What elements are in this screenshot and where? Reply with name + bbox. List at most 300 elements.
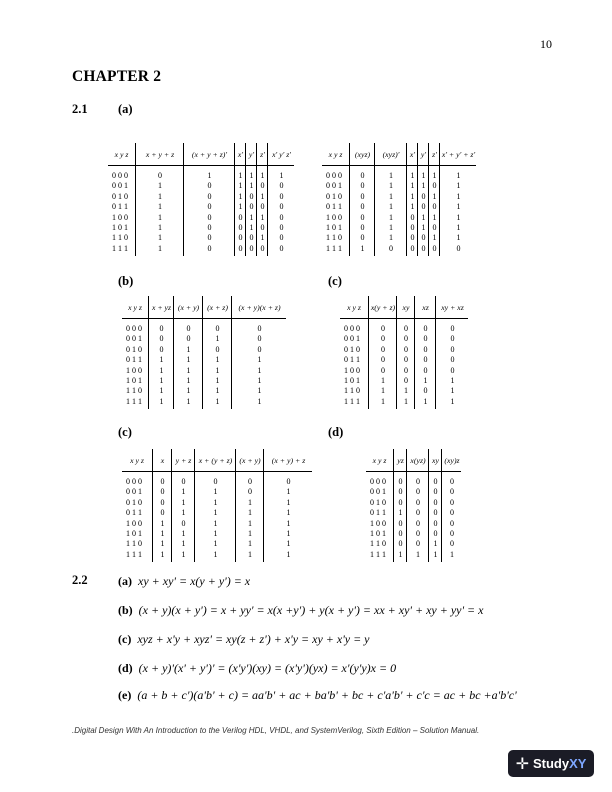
table-cell: 1 0 1 <box>326 223 342 232</box>
table-cell: 1 <box>398 508 403 518</box>
table-cell: 0 <box>423 334 428 344</box>
table-cell: 0 <box>389 243 393 253</box>
table-cell: 1 1 0 <box>126 539 142 549</box>
table-cell: 1 <box>181 487 186 497</box>
table-cell: 1 <box>213 549 218 559</box>
table-cell: 0 <box>410 223 415 232</box>
table-cell: 0 <box>416 487 420 497</box>
table-cell: 1 <box>159 376 164 385</box>
table-cell: 1 <box>421 223 426 232</box>
truth-table-b <box>122 296 286 409</box>
table-column <box>374 143 407 256</box>
table-cell: 0 1 1 <box>112 202 128 212</box>
table-column <box>194 449 236 562</box>
table-cell: 0 1 1 <box>326 202 342 212</box>
table-cell: 0 <box>260 202 265 212</box>
table-cell: 1 <box>389 223 393 232</box>
table-cell: 0 <box>416 508 420 518</box>
column-header: x(yz) <box>410 455 426 465</box>
equation-label: (b) <box>118 603 133 617</box>
table-cell: 1 <box>186 344 191 354</box>
table-cell: 0 <box>160 508 165 518</box>
table-cell: 1 <box>249 223 254 232</box>
table-cell: 1 0 1 <box>126 529 142 538</box>
table-cell: 1 <box>423 376 428 385</box>
column-header: x + y + z <box>145 149 175 159</box>
table-cell: 0 <box>260 243 265 253</box>
table-cell: 0 0 1 <box>326 181 342 191</box>
table-cell: 1 <box>159 355 164 365</box>
table-cell: 0 1 1 <box>370 508 386 518</box>
table-cell: 0 0 1 <box>126 487 142 497</box>
table-cell: 0 <box>257 324 262 333</box>
table-cell: 0 <box>360 233 365 243</box>
table-cell: 1 <box>421 212 426 222</box>
table-cell: 0 <box>381 324 385 333</box>
table-cell: 0 <box>421 233 426 243</box>
truth-table-c-lower <box>122 449 312 562</box>
table-column <box>108 143 135 256</box>
table-cell: 1 <box>398 549 403 559</box>
table-cell: 0 1 0 <box>112 191 128 201</box>
table-cell: 0 <box>398 529 403 538</box>
table-cell: 0 <box>398 477 403 486</box>
table-cell: 0 <box>249 233 254 243</box>
table-cell: 0 <box>207 191 212 201</box>
table-cell: 1 <box>213 529 218 538</box>
table-cell: 1 1 0 <box>126 386 142 396</box>
footer-citation: .Digital Design With An Introduction to the Verilog HDL, VHDL, and SystemVerilog, Sixth Edition – Solution Manual. <box>72 726 480 735</box>
table-cell: 0 <box>404 355 408 365</box>
table-cell: 1 <box>404 386 408 396</box>
table-cell: 0 1 0 <box>126 344 142 354</box>
table-cell: 0 <box>421 202 426 212</box>
table-cell: 0 <box>421 243 426 253</box>
table-column <box>202 296 232 409</box>
equation-label: (e) <box>118 688 132 702</box>
table-cell: 1 <box>181 549 186 559</box>
logo-suffix: XY <box>569 756 587 771</box>
table-cell: 1 <box>158 212 162 222</box>
table-cell: 0 <box>207 181 212 191</box>
table-cell: 1 <box>215 396 220 406</box>
table-cell: 1 <box>215 365 220 375</box>
table-cell: 1 <box>423 396 428 406</box>
table-cell: 0 <box>423 344 428 354</box>
table-cell: 1 <box>389 212 393 222</box>
table-cell: 0 <box>238 243 243 253</box>
table-cell: 1 <box>404 396 408 406</box>
table-cell: 0 <box>257 344 262 354</box>
table-column <box>439 143 477 256</box>
truth-table-d <box>366 449 461 562</box>
table-cell: 1 <box>159 365 164 375</box>
table-cell: 1 <box>238 202 243 212</box>
table-cell: 0 <box>238 233 243 243</box>
table-cell: 1 1 0 <box>370 539 386 549</box>
column-header: y' <box>248 149 255 159</box>
table-cell: 0 <box>416 497 420 507</box>
table-cell: 0 <box>186 324 191 333</box>
table-cell: 0 <box>416 518 420 528</box>
column-header: xz <box>422 302 429 312</box>
table-column <box>396 296 415 409</box>
table-cell: 1 0 1 <box>112 223 128 232</box>
table-cell: 0 <box>398 539 403 549</box>
table-column <box>414 296 436 409</box>
table-cell: 0 <box>423 365 428 375</box>
column-header: (x + y) + z <box>271 455 306 465</box>
table-cell: 1 <box>257 365 262 375</box>
table-cell: 1 <box>456 212 461 222</box>
equation-c: (c) xyz + x'y + xyz' = xy(z + z') + x'y = xy + x'y = y <box>118 632 370 646</box>
column-header: xy <box>432 455 439 465</box>
table-cell: 1 <box>456 171 461 180</box>
equation-label: (a) <box>118 574 132 588</box>
table-cell: 1 <box>433 539 438 549</box>
table-cell: 1 <box>432 212 437 222</box>
table-cell: 0 <box>279 243 284 253</box>
table-cell: 0 <box>279 202 284 212</box>
table-cell: 1 <box>213 539 218 549</box>
table-cell: 0 <box>215 324 220 333</box>
table-cell: 0 <box>433 477 438 486</box>
table-cell: 0 <box>450 529 454 538</box>
table-cell: 1 <box>410 202 415 212</box>
table-cell: 0 <box>410 243 415 253</box>
table-column <box>366 449 393 562</box>
table-column <box>231 296 287 409</box>
table-cell: 1 1 0 <box>326 233 342 243</box>
table-cell: 1 <box>248 549 252 559</box>
table-cell: 1 <box>159 396 164 406</box>
table-cell: 1 <box>238 171 243 180</box>
table-cell: 0 <box>433 497 438 507</box>
column-header: z' <box>432 149 437 159</box>
table-cell: 0 <box>416 529 420 538</box>
table-cell: 1 <box>160 549 165 559</box>
table-cell: 1 <box>249 171 254 180</box>
table-cell: 0 <box>248 487 252 497</box>
table-cell: 1 0 0 <box>112 212 128 222</box>
table-column <box>122 296 148 409</box>
table-column <box>393 449 407 562</box>
table-cell: 1 <box>456 202 461 212</box>
table-cell: 1 <box>456 191 461 201</box>
table-cell: 1 <box>381 386 385 396</box>
table-cell: 0 <box>207 202 212 212</box>
table-cell: 0 <box>398 487 403 497</box>
table-cell: 0 <box>360 171 365 180</box>
table-cell: 0 <box>450 477 454 486</box>
table-cell: 0 1 0 <box>126 497 142 507</box>
table-cell: 0 <box>158 171 162 180</box>
column-header: yz <box>397 455 404 465</box>
table-cell: 0 <box>279 233 284 243</box>
table-cell: 0 <box>398 497 403 507</box>
table-column <box>340 296 368 409</box>
studyxy-logo[interactable] <box>508 750 594 777</box>
table-cell: 1 <box>286 508 291 518</box>
table-cell: 1 <box>257 355 262 365</box>
table-cell: 0 0 0 <box>112 171 128 180</box>
table-cell: 1 <box>248 539 252 549</box>
table-cell: 1 <box>248 497 252 507</box>
table-cell: 1 <box>450 549 454 559</box>
table-cell: 1 <box>158 233 162 243</box>
table-cell: 0 <box>360 191 365 201</box>
column-header: x + yz <box>151 302 172 312</box>
table-cell: 1 <box>160 529 165 538</box>
table-cell: 1 <box>215 386 220 396</box>
table-cell: 0 <box>450 344 455 354</box>
table-cell: 1 <box>158 181 162 191</box>
table-cell: 1 <box>432 233 437 243</box>
table-cell: 0 <box>423 324 428 333</box>
table-cell: 0 0 1 <box>126 334 142 344</box>
table-cell: 1 <box>416 549 420 559</box>
table-cell: 0 <box>416 539 420 549</box>
column-header: (x + y) <box>177 302 200 312</box>
table-cell: 0 <box>450 355 455 365</box>
table-cell: 1 <box>257 376 262 385</box>
table-label-5: (c) <box>118 425 132 439</box>
column-header: x y z <box>130 455 144 465</box>
table-cell: 1 1 0 <box>344 386 360 396</box>
table-column <box>263 449 313 562</box>
table-cell: 1 <box>158 223 162 232</box>
table-cell: 0 0 0 <box>126 477 142 486</box>
table-cell: 0 <box>279 181 284 191</box>
table-cell: 1 <box>215 376 220 385</box>
table-cell: 1 <box>160 539 165 549</box>
table-cell: 1 <box>456 233 461 243</box>
table-cell: 0 1 1 <box>344 355 360 365</box>
table-cell: 1 <box>181 508 186 518</box>
table-cell: 1 <box>181 539 186 549</box>
table-cell: 0 1 1 <box>126 508 142 518</box>
column-header: x' <box>237 149 244 159</box>
table-cell: 1 <box>186 376 191 385</box>
table-cell: 1 <box>286 529 291 538</box>
table-cell: 1 <box>215 355 220 365</box>
table-cell: 0 <box>450 487 454 497</box>
table-cell: 0 0 1 <box>370 487 386 497</box>
table-cell: 1 0 0 <box>344 365 360 375</box>
table-cell: 1 <box>248 508 252 518</box>
table-cell: 1 <box>421 171 426 180</box>
table-cell: 1 <box>389 202 393 212</box>
equation-d: (d) (x + y)'(x' + y')' = (x'y')(xy) = (x'y')(yx) = x'(y'y)x = 0 <box>118 661 397 675</box>
table-cell: 0 <box>186 334 191 344</box>
table-column <box>148 296 174 409</box>
truth-table-a-right <box>322 143 476 256</box>
table-cell: 1 1 1 <box>344 396 360 406</box>
column-header: (xyz) <box>354 149 371 159</box>
table-cell: 0 <box>423 355 428 365</box>
column-header: x' y' z' <box>272 149 291 159</box>
column-header: (xy)z <box>444 455 460 465</box>
table-cell: 0 <box>181 477 186 486</box>
section-2-1-label: 2.1 <box>72 102 88 116</box>
table-cell: 0 <box>404 334 408 344</box>
table-cell: 1 0 0 <box>370 518 386 528</box>
plus-icon: ✛ <box>515 755 529 773</box>
table-cell: 1 <box>186 396 191 406</box>
table-cell: 1 <box>286 518 291 528</box>
table-cell: 0 1 0 <box>344 344 360 354</box>
table-column <box>406 449 429 562</box>
column-header: z' <box>260 149 265 159</box>
table-cell: 0 <box>248 477 252 486</box>
table-cell: 1 <box>160 518 165 528</box>
table-column <box>122 449 152 562</box>
table-cell: 0 <box>433 529 438 538</box>
table-cell: 0 <box>381 334 385 344</box>
table-cell: 1 <box>450 396 455 406</box>
table-cell: 1 <box>207 171 212 180</box>
table-cell: 0 <box>423 386 428 396</box>
table-cell: 0 <box>450 324 455 333</box>
table-cell: 1 <box>286 487 291 497</box>
table-cell: 1 0 1 <box>370 529 386 538</box>
table-cell: 0 <box>181 518 186 528</box>
table-cell: 0 <box>404 365 408 375</box>
table-cell: 1 <box>381 376 385 385</box>
table-cell: 1 0 1 <box>344 376 360 385</box>
column-header: x' + y' + z' <box>441 149 476 159</box>
table-cell: 1 0 1 <box>126 376 142 385</box>
table-cell: 1 <box>181 529 186 538</box>
table-cell: 0 <box>421 191 426 201</box>
table-cell: 0 <box>360 223 365 232</box>
table-cell: 1 <box>158 191 162 201</box>
table-column <box>349 143 375 256</box>
column-header: (x + z) <box>207 302 228 312</box>
table-cell: 1 <box>286 539 291 549</box>
table-cell: 1 <box>158 202 162 212</box>
table-cell: 0 <box>381 365 385 375</box>
table-cell: 0 <box>160 487 165 497</box>
table-cell: 1 <box>186 365 191 375</box>
table-cell: 1 <box>432 171 437 180</box>
table-cell: 0 <box>416 477 420 486</box>
table-cell: 0 <box>450 508 454 518</box>
column-header: x y z <box>128 302 142 312</box>
table-cell: 1 <box>389 191 393 201</box>
table-cell: 0 0 0 <box>370 477 386 486</box>
table-cell: 1 <box>421 181 426 191</box>
table-cell: 1 <box>213 508 218 518</box>
table-cell: 0 0 1 <box>344 334 360 344</box>
table-cell: 0 <box>410 212 415 222</box>
table-cell: 1 <box>456 181 461 191</box>
table-cell: 0 <box>249 191 254 201</box>
table-label-4: (c) <box>328 274 342 288</box>
table-cell: 0 <box>159 324 164 333</box>
table-cell: 1 <box>260 212 265 222</box>
table-cell: 1 <box>186 386 191 396</box>
table-cell: 0 <box>160 477 165 486</box>
table-cell: 0 <box>450 518 454 528</box>
column-header: x y z <box>328 149 343 159</box>
table-column <box>322 143 349 256</box>
table-label-3: (b) <box>118 274 134 288</box>
table-column <box>171 449 195 562</box>
table-cell: 1 <box>213 487 218 497</box>
table-cell: 0 <box>432 202 437 212</box>
table-cell: 0 <box>257 334 262 344</box>
table-cell: 0 <box>207 212 212 222</box>
column-header: y + z <box>175 455 192 465</box>
table-cell: 0 <box>404 344 408 354</box>
table-cell: 0 <box>381 344 385 354</box>
table-column <box>173 296 203 409</box>
column-header: x' <box>409 149 416 159</box>
column-header: (xyz)' <box>382 149 400 159</box>
table-cell: 0 <box>279 191 284 201</box>
equation-b: (b) (x + y)(x + y') = x + yy' = x(x +y') + y(x + y') = xx + xy' + xy + yy' = x <box>118 603 484 617</box>
table-cell: 1 <box>257 396 262 406</box>
table-cell: 1 1 1 <box>112 243 128 253</box>
table-cell: 0 <box>450 365 455 375</box>
table-cell: 1 1 1 <box>126 396 142 406</box>
table-cell: 1 <box>260 171 265 180</box>
table-cell: 0 <box>260 181 265 191</box>
truth-table-a-left <box>108 143 294 256</box>
column-header: x(y + z) <box>370 302 396 312</box>
table-cell: 0 <box>450 539 454 549</box>
column-header: x <box>160 455 165 465</box>
table-cell: 1 <box>158 243 162 253</box>
table-cell: 0 <box>410 233 415 243</box>
page-number: 10 <box>540 37 552 51</box>
chapter-heading: CHAPTER 2 <box>72 68 162 85</box>
table-cell: 0 <box>207 223 212 232</box>
equation-e: (e) (a + b + c')(a'b' + c) = aa'b' + ac + ba'b' + bc + c'a'b' + c'c = ac + bc +a'b'c' <box>118 688 517 702</box>
table-cell: 0 <box>450 497 454 507</box>
table-column <box>441 449 462 562</box>
table-cell: 1 1 1 <box>126 549 142 559</box>
table-cell: 1 <box>279 171 284 180</box>
table-cell: 1 <box>381 396 385 406</box>
table-cell: 0 <box>249 243 254 253</box>
table-cell: 1 <box>186 355 191 365</box>
column-header: x y z <box>372 455 387 465</box>
truth-table-c-upper <box>340 296 468 409</box>
table-cell: 1 <box>260 233 265 243</box>
table-label-1: (a) <box>118 102 133 116</box>
table-cell: 1 <box>410 191 415 201</box>
table-cell: 1 <box>249 181 254 191</box>
table-cell: 1 <box>410 181 415 191</box>
table-cell: 0 <box>159 334 164 344</box>
table-cell: 1 <box>248 518 252 528</box>
table-cell: 1 <box>389 181 393 191</box>
table-cell: 1 <box>257 386 262 396</box>
table-cell: 1 <box>260 191 265 201</box>
table-cell: 0 <box>432 243 437 253</box>
table-cell: 0 <box>207 243 212 253</box>
table-column <box>235 449 264 562</box>
table-cell: 0 <box>360 212 365 222</box>
table-cell: 0 <box>433 508 438 518</box>
table-cell: 1 <box>159 386 164 396</box>
table-cell: 1 <box>432 191 437 201</box>
table-cell: 0 <box>404 324 408 333</box>
table-cell: 0 <box>159 344 164 354</box>
table-cell: 0 1 0 <box>370 497 386 507</box>
